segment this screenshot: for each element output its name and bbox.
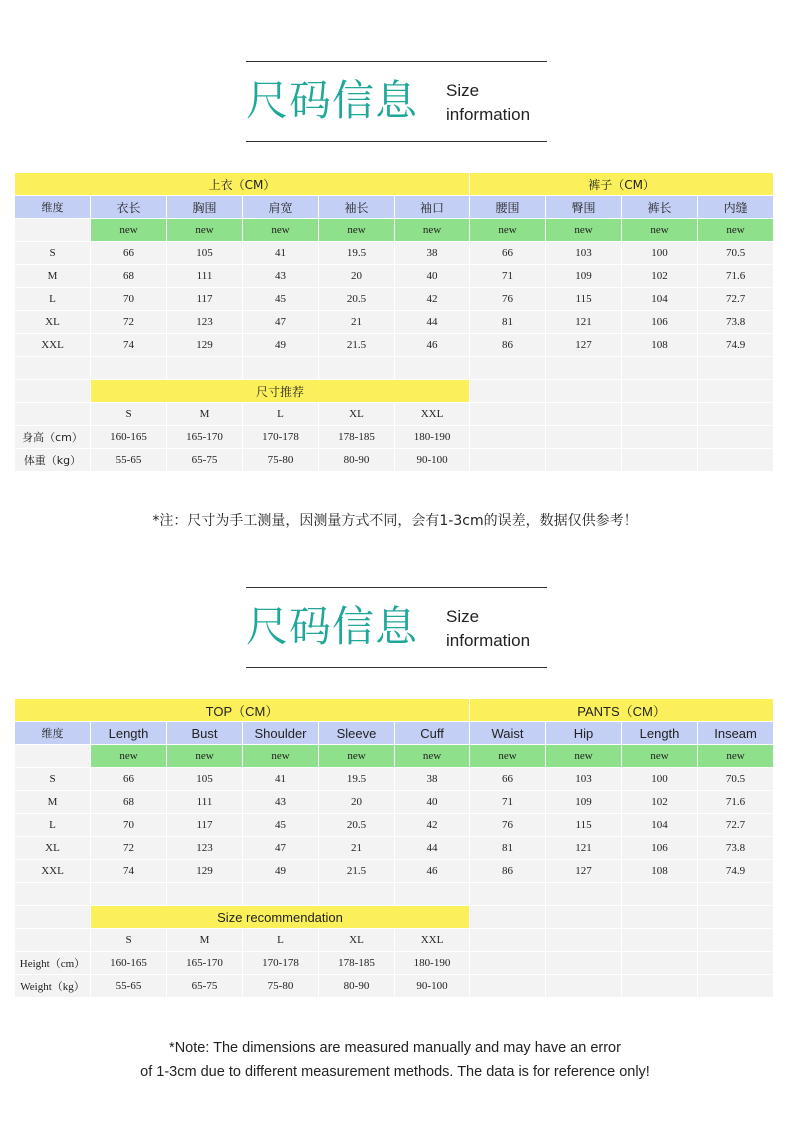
empty-cell xyxy=(698,449,774,472)
weight-range: 65-75 xyxy=(167,449,243,472)
weight-range: 75-80 xyxy=(243,975,319,998)
empty-row xyxy=(15,883,774,906)
weight-range: 55-65 xyxy=(91,449,167,472)
group-header-row xyxy=(15,173,774,196)
measurement-value: 21.5 xyxy=(319,860,395,883)
measurement-value: 111 xyxy=(167,791,243,814)
empty-cell xyxy=(395,883,470,906)
column-header: 肩宽 xyxy=(243,196,319,219)
measurement-value: 19.5 xyxy=(319,242,395,265)
measurement-value: 44 xyxy=(395,837,470,860)
empty-cell xyxy=(622,883,698,906)
title-en xyxy=(446,605,530,653)
empty-cell xyxy=(698,883,774,906)
column-header: Length xyxy=(91,722,167,745)
measurement-value: 71.6 xyxy=(698,791,774,814)
empty-cell xyxy=(546,929,622,952)
new-badge: new xyxy=(167,745,243,768)
size-row xyxy=(15,768,774,791)
empty-cell xyxy=(470,357,546,380)
weight-range: 75-80 xyxy=(243,449,319,472)
new-badge: new xyxy=(622,745,698,768)
measurement-value: 71 xyxy=(470,265,546,288)
weight-range: 90-100 xyxy=(395,975,470,998)
column-header: Shoulder xyxy=(243,722,319,745)
measurement-value: 38 xyxy=(395,768,470,791)
recommendation-sizes-row xyxy=(15,929,774,952)
recommended-size: M xyxy=(167,403,243,426)
empty-cell xyxy=(698,380,774,403)
column-header: 衣长 xyxy=(91,196,167,219)
measurement-value: 129 xyxy=(167,334,243,357)
measurement-value: 47 xyxy=(243,837,319,860)
empty-cell xyxy=(15,380,91,403)
new-badge: new xyxy=(698,745,774,768)
measurement-value: 41 xyxy=(243,768,319,791)
measurement-value: 104 xyxy=(622,288,698,311)
measurement-value: 66 xyxy=(91,768,167,791)
height-range: 170-178 xyxy=(243,426,319,449)
empty-cell xyxy=(15,403,91,426)
empty-cell xyxy=(698,403,774,426)
empty-cell xyxy=(167,357,243,380)
measurement-value: 121 xyxy=(546,311,622,334)
recommended-size: L xyxy=(243,929,319,952)
dimension-label: 维度 xyxy=(15,196,91,219)
measurement-value: 44 xyxy=(395,311,470,334)
title-en xyxy=(446,79,530,127)
column-header: 腰围 xyxy=(470,196,546,219)
measurement-value: 73.8 xyxy=(698,837,774,860)
weight-label: 体重（kg） xyxy=(15,449,91,472)
column-header: 内缝 xyxy=(698,196,774,219)
empty-cell xyxy=(698,357,774,380)
height-range: 180-190 xyxy=(395,426,470,449)
measurement-value: 117 xyxy=(167,288,243,311)
measurement-value: 115 xyxy=(546,288,622,311)
recommendation-title-row xyxy=(15,906,774,929)
empty-cell xyxy=(395,357,470,380)
measurement-value: 71.6 xyxy=(698,265,774,288)
measurement-value: 43 xyxy=(243,265,319,288)
measurement-value: 106 xyxy=(622,837,698,860)
column-header: 臀围 xyxy=(546,196,622,219)
measurement-value: 105 xyxy=(167,242,243,265)
measurement-value: 21 xyxy=(319,837,395,860)
recommended-size: L xyxy=(243,403,319,426)
weight-row xyxy=(15,449,774,472)
empty-cell xyxy=(167,883,243,906)
measurement-value: 103 xyxy=(546,768,622,791)
dimension-label: 维度 xyxy=(15,722,91,745)
measurement-value: 66 xyxy=(470,768,546,791)
measurement-value: 41 xyxy=(243,242,319,265)
empty-cell xyxy=(622,357,698,380)
height-row xyxy=(15,426,774,449)
measurement-value: 108 xyxy=(622,334,698,357)
empty-row xyxy=(15,357,774,380)
column-header: Hip xyxy=(546,722,622,745)
weight-range: 65-75 xyxy=(167,975,243,998)
recommended-size: XXL xyxy=(395,929,470,952)
empty-cell xyxy=(698,929,774,952)
measurement-value: 76 xyxy=(470,814,546,837)
new-badge: new xyxy=(319,745,395,768)
empty-cell xyxy=(91,883,167,906)
empty-cell xyxy=(622,449,698,472)
measurement-value: 45 xyxy=(243,288,319,311)
measurement-value: 117 xyxy=(167,814,243,837)
measurement-value: 104 xyxy=(622,814,698,837)
empty-cell xyxy=(91,357,167,380)
column-header: Bust xyxy=(167,722,243,745)
measurement-value: 20 xyxy=(319,265,395,288)
recommended-size: XXL xyxy=(395,403,470,426)
recommended-size: XL xyxy=(319,403,395,426)
measurement-value: 20 xyxy=(319,791,395,814)
new-badge: new xyxy=(319,219,395,242)
column-header: Cuff xyxy=(395,722,470,745)
measurement-value: 38 xyxy=(395,242,470,265)
empty-cell xyxy=(546,975,622,998)
empty-cell xyxy=(15,219,91,242)
empty-cell xyxy=(546,380,622,403)
measurement-value: 46 xyxy=(395,334,470,357)
size-label: XXL xyxy=(15,334,91,357)
height-label: 身高（cm） xyxy=(15,426,91,449)
empty-cell xyxy=(622,975,698,998)
measurement-value: 74 xyxy=(91,860,167,883)
group-header-row xyxy=(15,699,774,722)
size-label: M xyxy=(15,791,91,814)
measurement-value: 72.7 xyxy=(698,814,774,837)
recommendation-sizes-row xyxy=(15,403,774,426)
empty-cell xyxy=(470,975,546,998)
height-range: 180-190 xyxy=(395,952,470,975)
measurement-value: 72 xyxy=(91,837,167,860)
measurement-value: 72.7 xyxy=(698,288,774,311)
empty-cell xyxy=(546,357,622,380)
measurement-value: 103 xyxy=(546,242,622,265)
note-line-2: of 1-3cm due to different measurement methods. The data is for reference only! xyxy=(140,1064,650,1080)
column-header-row xyxy=(15,722,774,745)
size-row xyxy=(15,814,774,837)
measurement-value: 71 xyxy=(470,791,546,814)
empty-cell xyxy=(319,357,395,380)
empty-cell xyxy=(319,883,395,906)
new-badge: new xyxy=(91,745,167,768)
recommended-size: S xyxy=(91,403,167,426)
empty-cell xyxy=(470,403,546,426)
height-range: 160-165 xyxy=(91,426,167,449)
measurement-value: 42 xyxy=(395,814,470,837)
new-row xyxy=(15,745,774,768)
size-row xyxy=(15,311,774,334)
empty-cell xyxy=(470,883,546,906)
height-range: 170-178 xyxy=(243,952,319,975)
empty-cell xyxy=(15,357,91,380)
empty-cell xyxy=(546,952,622,975)
empty-cell xyxy=(15,929,91,952)
height-range: 178-185 xyxy=(319,952,395,975)
new-badge: new xyxy=(546,219,622,242)
weight-range: 55-65 xyxy=(91,975,167,998)
title-en-line-2: information xyxy=(446,631,531,650)
new-badge: new xyxy=(470,219,546,242)
size-row xyxy=(15,791,774,814)
title-cn: 尺码信息 xyxy=(246,76,419,125)
measurement-value: 21 xyxy=(319,311,395,334)
empty-cell xyxy=(698,975,774,998)
empty-cell xyxy=(622,929,698,952)
measurement-value: 45 xyxy=(243,814,319,837)
measurement-value: 19.5 xyxy=(319,768,395,791)
measurement-value: 106 xyxy=(622,311,698,334)
empty-cell xyxy=(698,426,774,449)
measurement-value: 127 xyxy=(546,860,622,883)
new-badge: new xyxy=(91,219,167,242)
column-header: 袖口 xyxy=(395,196,470,219)
measurement-value: 20.5 xyxy=(319,288,395,311)
measurement-value: 108 xyxy=(622,860,698,883)
height-label: Height（cm） xyxy=(15,952,91,975)
measurement-value: 86 xyxy=(470,860,546,883)
empty-cell xyxy=(470,449,546,472)
recommendation-title: Size recommendation xyxy=(91,906,470,929)
measurement-note-cn: *注：尺寸为手工测量，因测量方式不同，会有1-3cm的误差，数据仅供参考！ xyxy=(152,513,638,529)
column-header: 袖长 xyxy=(319,196,395,219)
column-header: Sleeve xyxy=(319,722,395,745)
measurement-value: 49 xyxy=(243,860,319,883)
empty-cell xyxy=(698,906,774,929)
height-range: 178-185 xyxy=(319,426,395,449)
weight-range: 90-100 xyxy=(395,449,470,472)
measurement-value: 123 xyxy=(167,837,243,860)
measurement-value: 70.5 xyxy=(698,768,774,791)
size-row xyxy=(15,288,774,311)
size-label: XL xyxy=(15,311,91,334)
measurement-value: 43 xyxy=(243,791,319,814)
measurement-value: 81 xyxy=(470,311,546,334)
empty-cell xyxy=(243,883,319,906)
measurement-note-en xyxy=(0,1036,790,1084)
new-badge: new xyxy=(622,219,698,242)
recommended-size: S xyxy=(91,929,167,952)
size-label: M xyxy=(15,265,91,288)
empty-cell xyxy=(470,929,546,952)
size-row xyxy=(15,860,774,883)
measurement-value: 127 xyxy=(546,334,622,357)
measurement-value: 70.5 xyxy=(698,242,774,265)
recommended-size: M xyxy=(167,929,243,952)
empty-cell xyxy=(546,426,622,449)
top-group-header: TOP（CM） xyxy=(15,699,470,722)
new-badge: new xyxy=(167,219,243,242)
column-header: Waist xyxy=(470,722,546,745)
measurement-value: 46 xyxy=(395,860,470,883)
column-header-row xyxy=(15,196,774,219)
empty-cell xyxy=(243,357,319,380)
empty-cell xyxy=(698,952,774,975)
pants-group-header: 裤子（CM） xyxy=(470,173,774,196)
measurement-value: 68 xyxy=(91,791,167,814)
column-header: 裤长 xyxy=(622,196,698,219)
recommended-size: XL xyxy=(319,929,395,952)
column-header: Length xyxy=(622,722,698,745)
size-label: XXL xyxy=(15,860,91,883)
measurement-value: 100 xyxy=(622,768,698,791)
weight-range: 80-90 xyxy=(319,975,395,998)
measurement-value: 121 xyxy=(546,837,622,860)
size-label: L xyxy=(15,288,91,311)
empty-cell xyxy=(15,906,91,929)
empty-cell xyxy=(546,906,622,929)
measurement-value: 66 xyxy=(470,242,546,265)
new-badge: new xyxy=(395,745,470,768)
new-badge: new xyxy=(243,745,319,768)
column-header: Inseam xyxy=(698,722,774,745)
new-badge: new xyxy=(243,219,319,242)
empty-cell xyxy=(622,952,698,975)
size-label: S xyxy=(15,242,91,265)
measurement-value: 102 xyxy=(622,265,698,288)
measurement-value: 105 xyxy=(167,768,243,791)
empty-cell xyxy=(15,883,91,906)
weight-row xyxy=(15,975,774,998)
empty-cell xyxy=(546,449,622,472)
measurement-value: 21.5 xyxy=(319,334,395,357)
empty-cell xyxy=(546,403,622,426)
measurement-value: 40 xyxy=(395,265,470,288)
height-range: 165-170 xyxy=(167,426,243,449)
measurement-value: 86 xyxy=(470,334,546,357)
size-row xyxy=(15,837,774,860)
measurement-value: 76 xyxy=(470,288,546,311)
new-row xyxy=(15,219,774,242)
column-header: 胸围 xyxy=(167,196,243,219)
note-line-1: *Note: The dimensions are measured manually and may have an error xyxy=(169,1040,621,1056)
measurement-value: 111 xyxy=(167,265,243,288)
height-range: 160-165 xyxy=(91,952,167,975)
size-label: L xyxy=(15,814,91,837)
measurement-value: 20.5 xyxy=(319,814,395,837)
measurement-value: 129 xyxy=(167,860,243,883)
measurement-value: 100 xyxy=(622,242,698,265)
recommendation-title: 尺寸推荐 xyxy=(91,380,470,403)
recommendation-title-row xyxy=(15,380,774,403)
measurement-value: 102 xyxy=(622,791,698,814)
measurement-value: 42 xyxy=(395,288,470,311)
size-table-en xyxy=(14,698,774,998)
size-row xyxy=(15,265,774,288)
title-en-line-1: Size xyxy=(446,607,480,626)
size-info-header-en xyxy=(246,587,547,668)
size-label: XL xyxy=(15,837,91,860)
new-badge: new xyxy=(395,219,470,242)
empty-cell xyxy=(622,426,698,449)
empty-cell xyxy=(470,952,546,975)
new-badge: new xyxy=(698,219,774,242)
measurement-value: 115 xyxy=(546,814,622,837)
size-row xyxy=(15,242,774,265)
measurement-value: 109 xyxy=(546,791,622,814)
measurement-value: 74 xyxy=(91,334,167,357)
measurement-value: 73.8 xyxy=(698,311,774,334)
measurement-value: 81 xyxy=(470,837,546,860)
top-group-header: 上衣（CM） xyxy=(15,173,470,196)
measurement-value: 47 xyxy=(243,311,319,334)
measurement-value: 66 xyxy=(91,242,167,265)
empty-cell xyxy=(622,906,698,929)
size-row xyxy=(15,334,774,357)
size-label: S xyxy=(15,768,91,791)
empty-cell xyxy=(622,380,698,403)
weight-label: Weight（kg） xyxy=(15,975,91,998)
height-row xyxy=(15,952,774,975)
title-en-line-1: Size xyxy=(446,81,480,100)
measurement-value: 72 xyxy=(91,311,167,334)
measurement-value: 40 xyxy=(395,791,470,814)
height-range: 165-170 xyxy=(167,952,243,975)
measurement-value: 123 xyxy=(167,311,243,334)
measurement-value: 49 xyxy=(243,334,319,357)
empty-cell xyxy=(470,380,546,403)
measurement-value: 70 xyxy=(91,814,167,837)
measurement-value: 74.9 xyxy=(698,860,774,883)
size-table-cn xyxy=(14,172,774,472)
pants-group-header: PANTS（CM） xyxy=(470,699,774,722)
measurement-value: 68 xyxy=(91,265,167,288)
measurement-value: 74.9 xyxy=(698,334,774,357)
weight-range: 80-90 xyxy=(319,449,395,472)
measurement-value: 109 xyxy=(546,265,622,288)
measurement-value: 70 xyxy=(91,288,167,311)
title-en-line-2: information xyxy=(446,105,531,124)
empty-cell xyxy=(15,745,91,768)
new-badge: new xyxy=(546,745,622,768)
empty-cell xyxy=(546,883,622,906)
new-badge: new xyxy=(470,745,546,768)
empty-cell xyxy=(470,906,546,929)
empty-cell xyxy=(622,403,698,426)
empty-cell xyxy=(470,426,546,449)
size-info-header-cn xyxy=(246,61,547,142)
title-cn: 尺码信息 xyxy=(246,602,419,651)
